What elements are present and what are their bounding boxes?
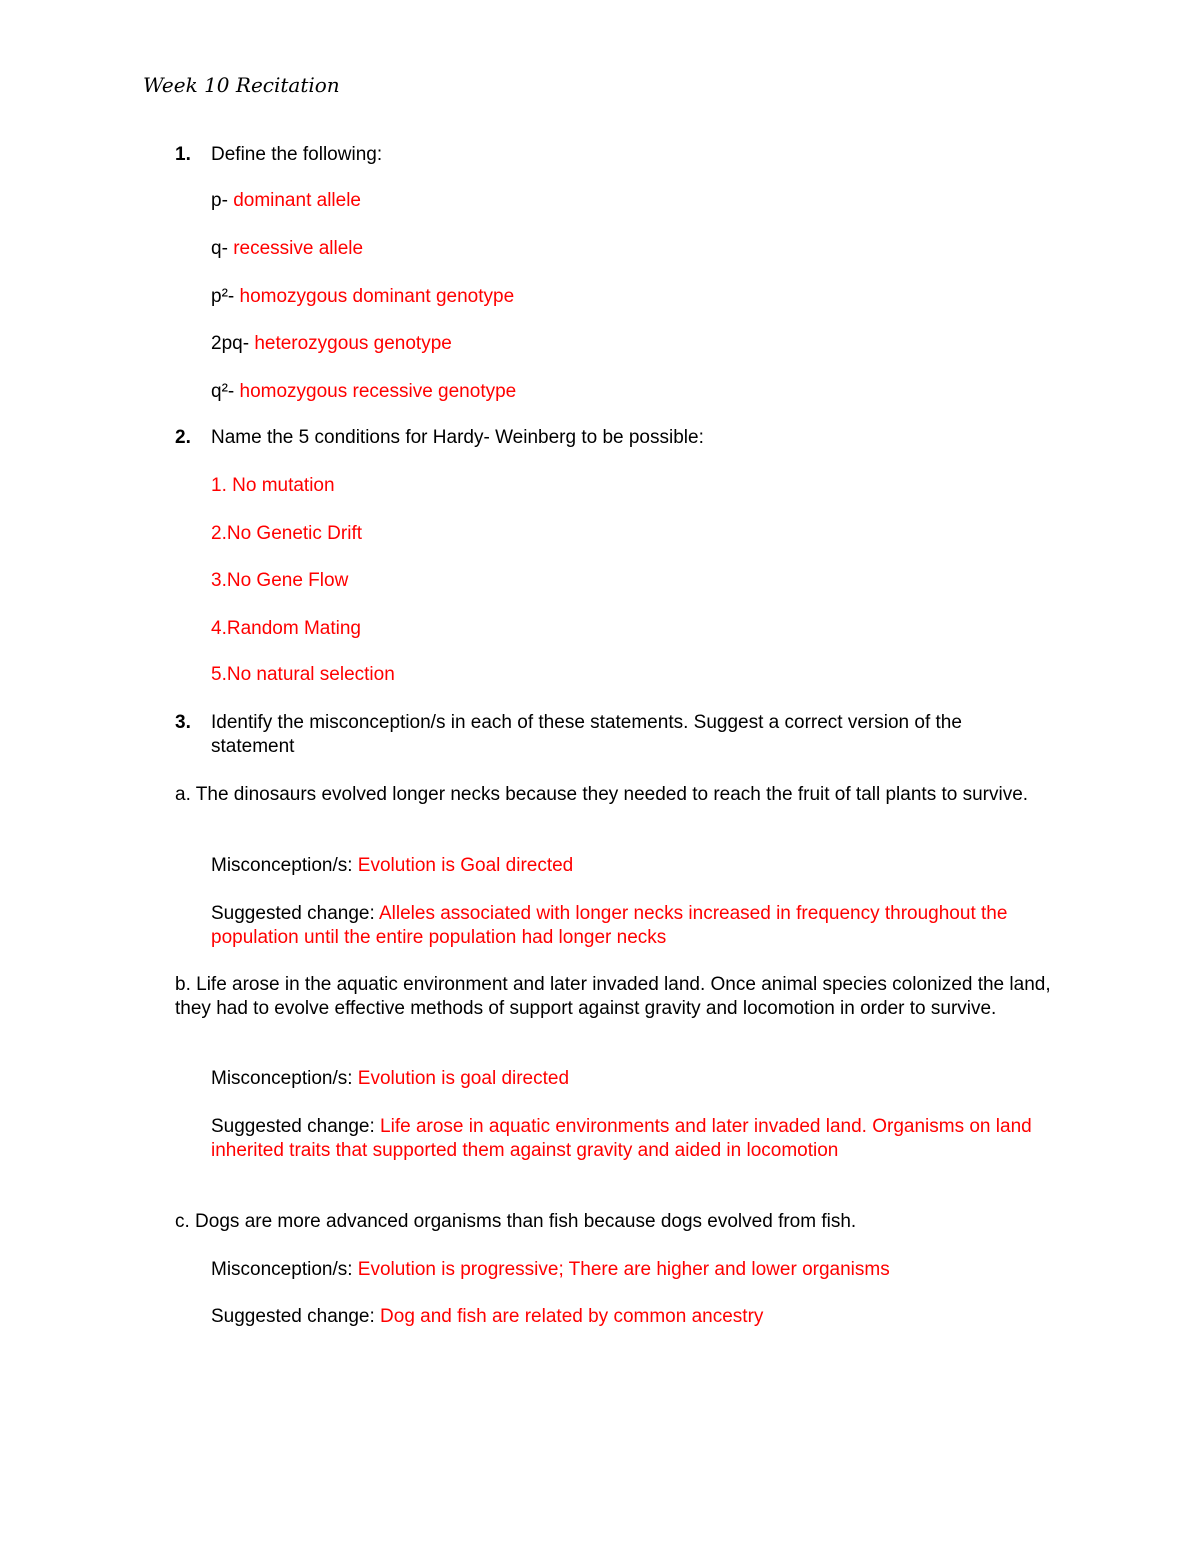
misconception-label: Misconception/s: [211,855,353,876]
statement-a: a. The dinosaurs evolved longer necks because they needed to reach the fruit of tall plants to survive. [175,784,1029,805]
misconception-answer: Evolution is Goal directed [357,855,574,876]
change-label: Suggested change: [211,1116,375,1137]
q3-prompt: Identify the misconception/s in each of these statements. Suggest a correct version of the statement [211,712,962,757]
condition-item: 5.No natural selection [211,664,395,685]
q2-number: 2. [175,427,191,448]
definition-answer: heterozygous genotype [254,333,452,354]
definition-answer: homozygous recessive genotype [239,381,517,402]
q1-number: 1. [175,144,191,165]
change-answer: Life arose in aquatic environments and later invaded land. Organisms on land inherited traits that supported them against gravity and aided in locomotion [211,1116,1032,1161]
misconception-a [211,854,573,878]
definition-term: q- [211,238,228,259]
change-answer: Alleles associated with longer necks increased in frequency throughout the population until the entire population had longer necks [211,903,1008,948]
definition-term: q²- [211,381,235,402]
page-title: Week 10 Recitation [143,73,340,97]
q1-prompt: Define the following: [211,144,383,165]
change-label: Suggested change: [211,1306,375,1327]
statement-c: c. Dogs are more advanced organisms than fish because dogs evolved from fish. [175,1211,857,1232]
definition-answer: dominant allele [233,190,361,211]
change-answer: Dog and fish are related by common ancestry [380,1306,764,1327]
definition-row [211,237,363,261]
misconception-answer: Evolution is goal directed [357,1068,570,1089]
q2-prompt: Name the 5 conditions for Hardy- Weinberg to be possible: [211,427,704,448]
suggested-change-a [211,902,1056,950]
definition-row [211,189,361,213]
change-label: Suggested change: [211,903,375,924]
suggested-change-c [211,1305,763,1329]
definition-answer: recessive allele [233,238,364,259]
definition-term: p- [211,190,228,211]
statement-b: b. Life arose in the aquatic environment and later invaded land. Once animal species colonized the land, they had to evolve effective methods of support against gravity and locomotion in order to survive. [175,974,1051,1019]
definition-row [211,285,514,309]
definition-term: p²- [211,286,235,307]
condition-item: 3.No Gene Flow [211,570,349,591]
misconception-c [211,1258,890,1282]
misconception-b [211,1067,569,1091]
definition-answer: homozygous dominant genotype [239,286,515,307]
q3-number: 3. [175,712,191,733]
suggested-change-b [211,1115,1056,1163]
misconception-label: Misconception/s: [211,1068,353,1089]
definition-term: 2pq- [211,333,250,354]
condition-item: 2.No Genetic Drift [211,523,362,544]
definition-row [211,380,516,404]
definition-row [211,332,452,356]
condition-item: 4.Random Mating [211,618,361,639]
condition-item: 1. No mutation [211,475,335,496]
misconception-answer: Evolution is progressive; There are higher and lower organisms [357,1259,890,1280]
misconception-label: Misconception/s: [211,1259,353,1280]
